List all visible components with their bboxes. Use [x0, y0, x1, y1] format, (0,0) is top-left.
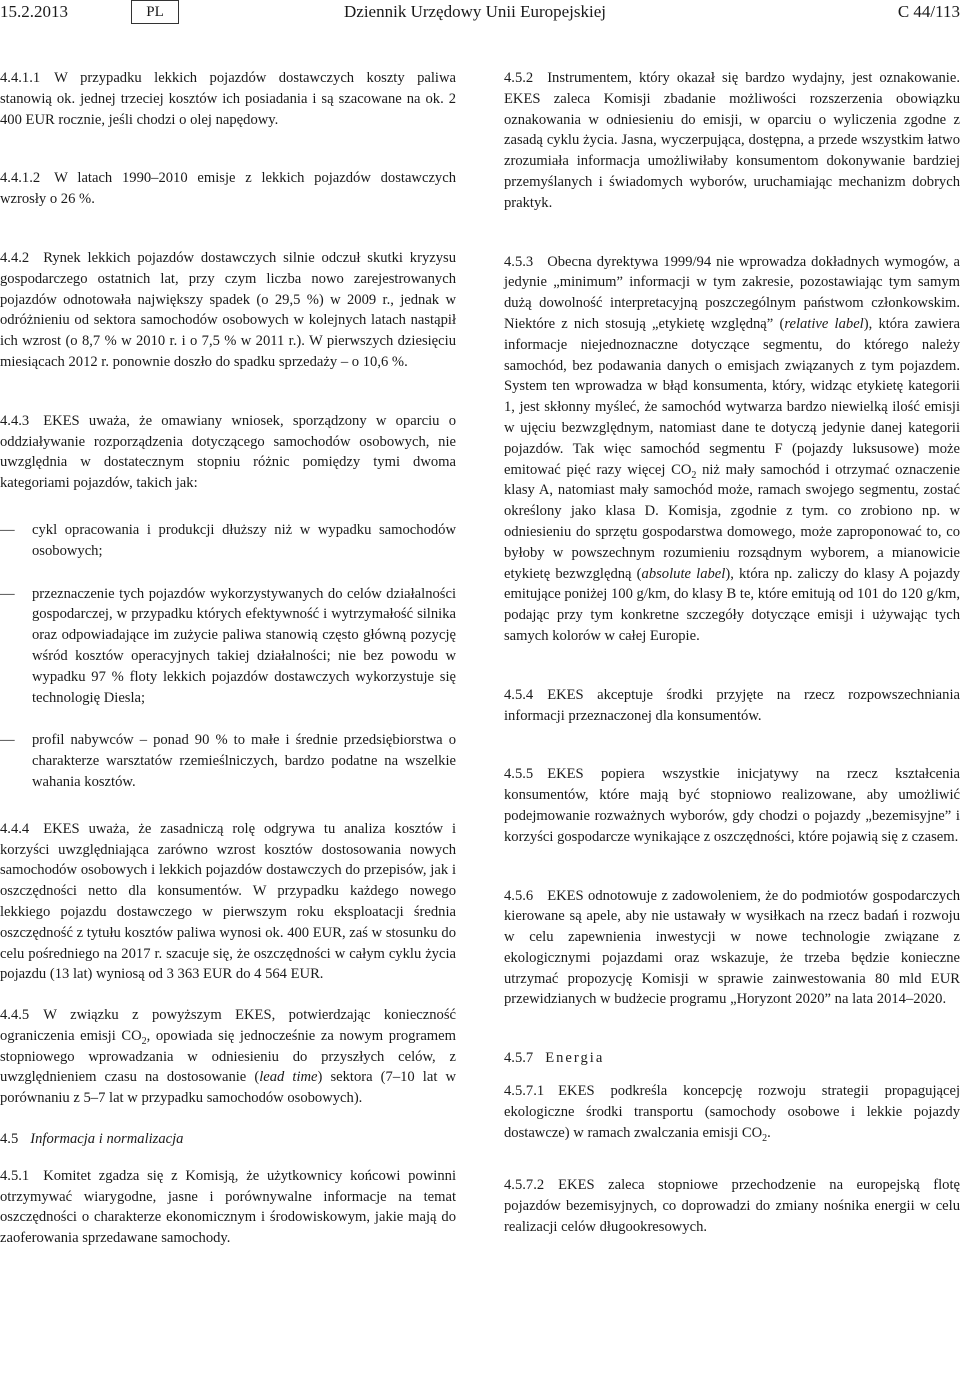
paragraph-4-5-5	[504, 764, 960, 847]
paragraph-number: 4.5.3	[504, 253, 534, 270]
paragraph-4-4-1-1	[0, 68, 456, 130]
paragraph-text: ), która zawiera informacje niejednoznaczne dotyczące segmentu, do którego należy samochód, bez podawania danych o emisjach związanych z tym pojazdem. System ten wprowadza w błąd konsumenta, który, widząc etykietę kategorii 1, jest skłonny myśleć, że samochód wytwarza bardzo niewielką ilość emisji w ujęciu bezwzględnym, natomiast dane te dotyczą jedynie danej kategorii pojazdów. Tak więc samochód segmentu F (pojazdy luksusowe) może emitować pięć razy więcej CO	[504, 315, 960, 478]
paragraph-text: , opowiada się jednocześnie za nowym programem stopniowego wprowadzania w odniesieniu do przyszłych celów, z uwzględnieniem czasu na dostosowanie (	[0, 1027, 456, 1086]
subscript: 2	[691, 469, 697, 481]
dash-bullet: —	[0, 585, 15, 602]
paragraph-text: Komitet zgadza się z Komisją, że użytkownicy końcowi powinni otrzymywać wiarygodne, jasne i porównywalne informacje na temat oszczędności o charakterze ekonomicznym i środowiskowym, jakie mają do zaoferowania sprzedawane samochody.	[0, 1167, 456, 1247]
paragraph-number: 4.5.4	[504, 686, 534, 703]
list-item-text: przeznaczenie tych pojazdów wykorzystywanych do celów działalności gospodarczej, w przypadku których efektywność i wytrzymałość silnika oraz odpowiadające im zużycie paliwa stanowią często główną pozycję wśród kosztów operacyjnych takiej działalności; nie bez powodu w wypadku 97 % floty lekkich pojazdów dostawczych wykorzystuje się technologię Diesla;	[32, 585, 456, 706]
dash-bullet: —	[0, 732, 15, 749]
paragraph-text: EKES uważa, że zasadniczą rolę odgrywa tu analiza kosztów i korzyści uwzględniająca zarówno wzrost kosztów dostosowania nowych samochodów osobowych i lekkich pojazdów dostawczych do przepisów, jak i oszczędności netto dla konsumentów. W przypadku każdego nowego lekkiego pojazdu dostawczego w pierwszym roku eksploatacji średnia oszczędność z tytułu kosztów paliwa wynosi ok. 400 EUR, zaś w stosunku do celu pośredniego na 2017 r. szacuje się, że oszczędności w całym cyklu życia pojazdu (13 lat) wyniosą od 3 363 EUR do 4 564 EUR.	[0, 820, 456, 983]
left-column	[0, 68, 456, 1287]
paragraph-number: 4.5.5	[504, 766, 534, 783]
paragraph-text: niż mały samochód i otrzymać oznaczenie klasy A, natomiast mały samochód może, ramach swojego segmentu, zostać określony jako klasa D. Komisja, zgodnie z tym. co zrobiono np. w odniesieniu do sprzętu gospodarstwa domowego, może zaproponować to, co byłoby w powszechnym rozumieniu rozsądnym wyborem, a mianowicie etykietę bezwzględną (	[504, 461, 960, 582]
paragraph-number: 4.5.2	[504, 70, 534, 86]
paragraph-4-4-5	[0, 1005, 456, 1109]
paragraph-4-5-7-2	[504, 1175, 960, 1237]
paragraph-text: Rynek lekkich pojazdów dostawczych silnie odczuł skutki kryzysu gospodarczego ostatnich lat, przy czym liczba nowo zarejestrowanych pojazdów odnotowała największy spadek (o 29,5 %) w 2009 r., jednak w odróżnieniu od sektora samochodów osobowych w kolejnych latach nastąpił ich wzrost (o 8,7 % w 2010 r. i o 7,5 % w 2011 r.). W pierwszych dziesięciu miesiącach 2012 r. ponownie doszło do spadku sprzedaży – o 10,6 %.	[0, 249, 456, 370]
paragraph-text: W przypadku lekkich pojazdów dostawczych koszty paliwa stanowią ok. jednej trzeciej kosztów ich posiadania i są szacowane na ok. 2 400 EUR rocznie, jeśli chodzi o olej napędowy.	[0, 70, 456, 128]
list-item	[0, 730, 456, 792]
paragraph-4-5-6	[504, 886, 960, 1011]
paragraph-4-4-2	[0, 248, 456, 373]
paragraph-number: 4.4.1.1	[0, 70, 41, 86]
paragraph-text: Instrumentem, który okazał się bardzo wydajny, jest oznakowanie. EKES zaleca Komisji zbadanie możliwości rozszerzenia obowiązku oznakowania w odniesieniu do emisji, w oparciu o wyliczenia zgodne z zasadą cyklu życia. Jasna, wyczerpująca, dostępna, a przede wszystkim łatwo zrozumiała informacja umożliwiłaby konsumentom dokonywanie bardziej przemyślanych i świadomych wyborów, uruchamiając mechanizm dobrych praktyk.	[504, 70, 960, 211]
paragraph-4-5-1	[0, 1166, 456, 1249]
list-item-text: profil nabywców – ponad 90 % to małe i średnie przedsiębiorstwa o charakterze warsztatów rzemieślniczych, bardzo podatne na wszelkie wahania kosztów.	[32, 732, 456, 790]
paragraph-text: .	[767, 1124, 771, 1141]
list-item	[0, 520, 456, 562]
paragraph-4-5-2	[504, 68, 960, 214]
paragraph-4-5-7-1	[504, 1081, 960, 1143]
paragraph-text: W latach 1990–2010 emisje z lekkich pojazdów dostawczych wzrosły o 26 %.	[0, 170, 456, 208]
heading-number: 4.5.7	[504, 1050, 534, 1067]
subscript: 2	[762, 1132, 768, 1144]
journal-title: Dziennik Urzędowy Unii Europejskiej	[344, 2, 607, 21]
italic-term: lead time	[259, 1069, 318, 1086]
page-reference: C 44/113	[897, 2, 960, 21]
paragraph-text: W związku z powyższym EKES, potwierdzając konieczność ograniczenia emisji CO	[0, 1007, 456, 1044]
heading-title: Energia	[545, 1050, 605, 1067]
paragraph-text: EKES odnotowuje z zadowoleniem, że do podmiotów gospodarczych kierowane są apele, aby nie ustawały w wysiłkach na rzecz badań i rozwoju w celu zapewnienia inwestycji w nowe technologie związane z ekologicznymi pojazdami oraz wskazuje, że trzeba będzie konieczne utrzymać propozycję Komisji w sprawie zainwestowania 80 mld EUR przewidzianych w budżecie programu „Horyzont 2020” na lata 2014–2020.	[504, 887, 960, 1008]
list-item	[0, 584, 456, 709]
right-column	[504, 68, 960, 1276]
paragraph-text: EKES uważa, że omawiany wniosek, sporządzony w oparciu o oddziaływanie rozporządzenia dotyczącego samochodów osobowych, nie uwzględnia w dostatecznym stopniu różnic pomiędzy tymi dwoma kategoriami pojazdów, takich jak:	[0, 412, 456, 492]
list-item-text: cykl opracowania i produkcji dłuższy niż w wypadku samochodów osobowych;	[32, 521, 456, 559]
paragraph-text: Obecna dyrektywa 1999/94 nie wprowadza dokładnych wymogów, a jedynie „minimum” informacji w tym zakresie, pozostawiając tym samym dużą dowolność interpretacyjną poszczególnym państwom członkowskim. Niektóre z nich stosują „etykietę względną” (	[504, 253, 960, 332]
paragraph-text: EKES popiera wszystkie inicjatywy na rzecz kształcenia konsumentów, które mają być stopniowo realizowane, aby umożliwić podejmowanie rozważnych wyborów, gdy chodzi o pojazdy „bezemisyjne” i korzyści gospodarcze wynikające z oszczędności, które pojawią się z czasem.	[504, 766, 960, 845]
paragraph-number: 4.5.7.2	[504, 1177, 545, 1194]
language-badge: PL	[131, 0, 179, 24]
paragraph-text: ), która np. zaliczy do klasy A pojazdy emitujące poniżej 100 g/km, do klasy B te, które emitują od 101 do 120 g/km, podając przy tym konkretne szczegóły dotyczące emisji i używając tych samych kolorów w całej Europie.	[504, 565, 960, 644]
italic-term: relative label	[784, 315, 864, 332]
paragraph-number: 4.4.4	[0, 820, 30, 837]
paragraph-number: 4.5.6	[504, 887, 534, 904]
section-heading-4-5	[0, 1129, 456, 1150]
paragraph-number: 4.4.2	[0, 249, 30, 266]
paragraph-text: EKES zaleca stopniowe przechodzenie na europejską flotę pojazdów bezemisyjnych, co doprowadzi do zmiany nośnika energii w celu realizacji celów długookresowych.	[504, 1177, 960, 1236]
paragraph-number: 4.4.1.2	[0, 170, 41, 187]
subscript: 2	[141, 1035, 147, 1047]
paragraph-4-4-1-2	[0, 168, 456, 210]
page-header	[0, 0, 960, 30]
paragraph-text: EKES podkreśla koncepcję rozwoju strategii propagującej ekologiczne środki transportu (samochody osobowe i lekkie pojazdy dostawcze) w ramach zwalczania emisji CO	[504, 1083, 960, 1141]
heading-title: Informacja i normalizacja	[30, 1131, 184, 1148]
paragraph-4-5-4	[504, 685, 960, 727]
section-heading-4-5-7	[504, 1048, 960, 1069]
paragraph-4-5-3	[504, 252, 960, 647]
paragraph-number: 4.4.3	[0, 412, 30, 429]
header-date: 15.2.2013	[0, 2, 68, 21]
paragraph-number: 4.5.1	[0, 1167, 30, 1184]
italic-term: absolute label	[641, 565, 726, 582]
paragraph-4-4-3	[0, 411, 456, 494]
heading-number: 4.5	[0, 1131, 19, 1148]
paragraph-4-4-4	[0, 819, 456, 985]
paragraph-number: 4.4.5	[0, 1007, 30, 1024]
dash-bullet: —	[0, 521, 15, 538]
paragraph-text: EKES akceptuje środki przyjęte na rzecz rozpowszechniania informacji przeznaczonej dla konsumentów.	[504, 686, 960, 724]
paragraph-text: ) sektora (7–10 lat w porównaniu z 5–7 lat w przypadku samochodów osobowych).	[0, 1069, 456, 1107]
paragraph-number: 4.5.7.1	[504, 1083, 545, 1100]
